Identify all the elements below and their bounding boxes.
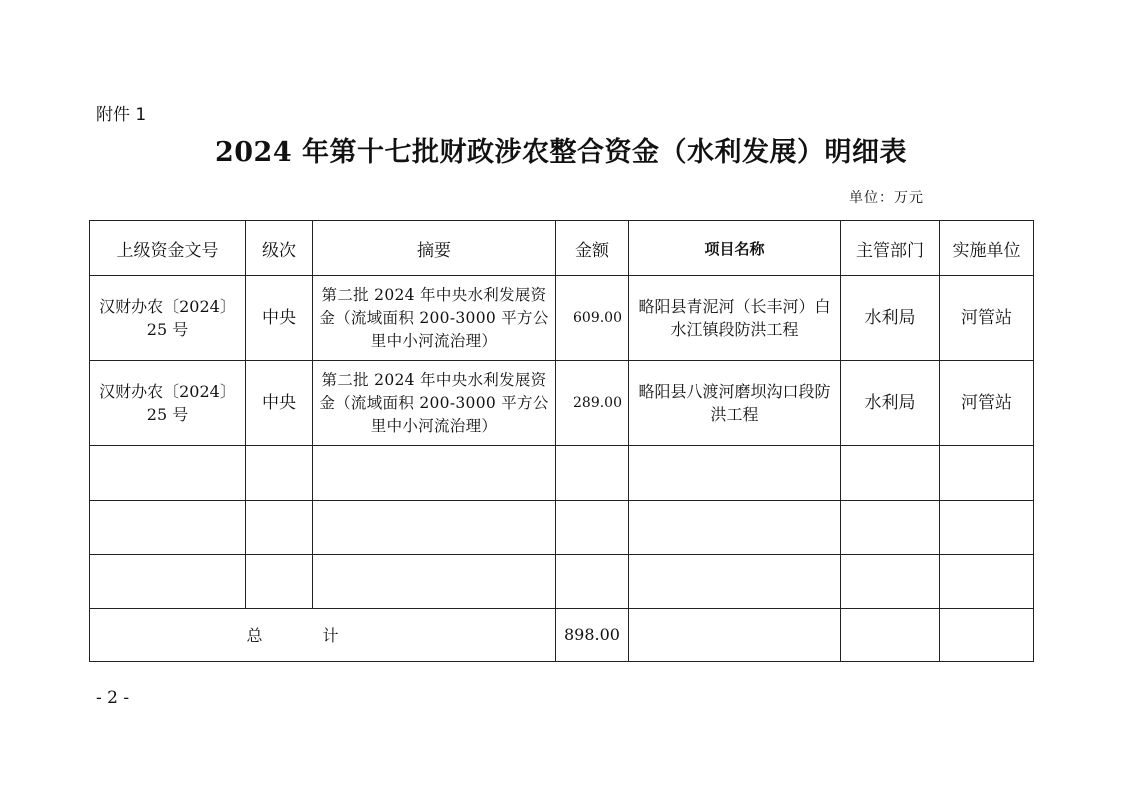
header-project: 项目名称 <box>629 221 841 276</box>
cell-dept: 水利局 <box>841 361 940 446</box>
header-dept: 主管部门 <box>841 221 940 276</box>
total-label-cell <box>90 608 556 661</box>
cell-doc-no: 汉财办农〔2024〕25 号 <box>90 276 246 361</box>
cell-amount: 609.00 <box>556 276 629 361</box>
page-number: - 2 - <box>96 688 130 708</box>
page-title: 2024 年第十七批财政涉农整合资金（水利发展）明细表 <box>214 137 908 168</box>
total-row <box>90 608 1034 661</box>
cell-unit: 河管站 <box>940 361 1034 446</box>
header-amount: 金额 <box>556 221 629 276</box>
cell-project: 略阳县八渡河磨坝沟口段防洪工程 <box>629 361 841 446</box>
cell-amount: 289.00 <box>556 361 629 446</box>
total-amount: 898.00 <box>556 608 629 661</box>
cell-level: 中央 <box>246 276 313 361</box>
empty-row <box>90 500 1034 554</box>
cell-doc-no: 汉财办农〔2024〕25 号 <box>90 361 246 446</box>
cell-abstract: 第二批 2024 年中央水利发展资金（流域面积 200-3000 平方公里中小河流治理） <box>313 361 556 446</box>
detail-table <box>89 220 1034 662</box>
cell-level: 中央 <box>246 361 313 446</box>
header-doc-no: 上级资金文号 <box>90 221 246 276</box>
total-label: 总计 <box>246 626 399 646</box>
header-unit: 实施单位 <box>940 221 1034 276</box>
header-level: 级次 <box>246 221 313 276</box>
cell-abstract: 第二批 2024 年中央水利发展资金（流域面积 200-3000 平方公里中小河流治理） <box>313 276 556 361</box>
unit-label: 单位：万元 <box>849 190 924 206</box>
cell-project: 略阳县青泥河（长丰河）白水江镇段防洪工程 <box>629 276 841 361</box>
cell-unit: 河管站 <box>940 276 1034 361</box>
attachment-label: 附件 1 <box>96 105 147 125</box>
cell-dept: 水利局 <box>841 276 940 361</box>
table-row <box>90 276 1034 361</box>
empty-row <box>90 446 1034 500</box>
empty-row <box>90 554 1034 608</box>
header-abstract: 摘要 <box>313 221 556 276</box>
table-row <box>90 361 1034 446</box>
table-header-row <box>90 221 1034 276</box>
